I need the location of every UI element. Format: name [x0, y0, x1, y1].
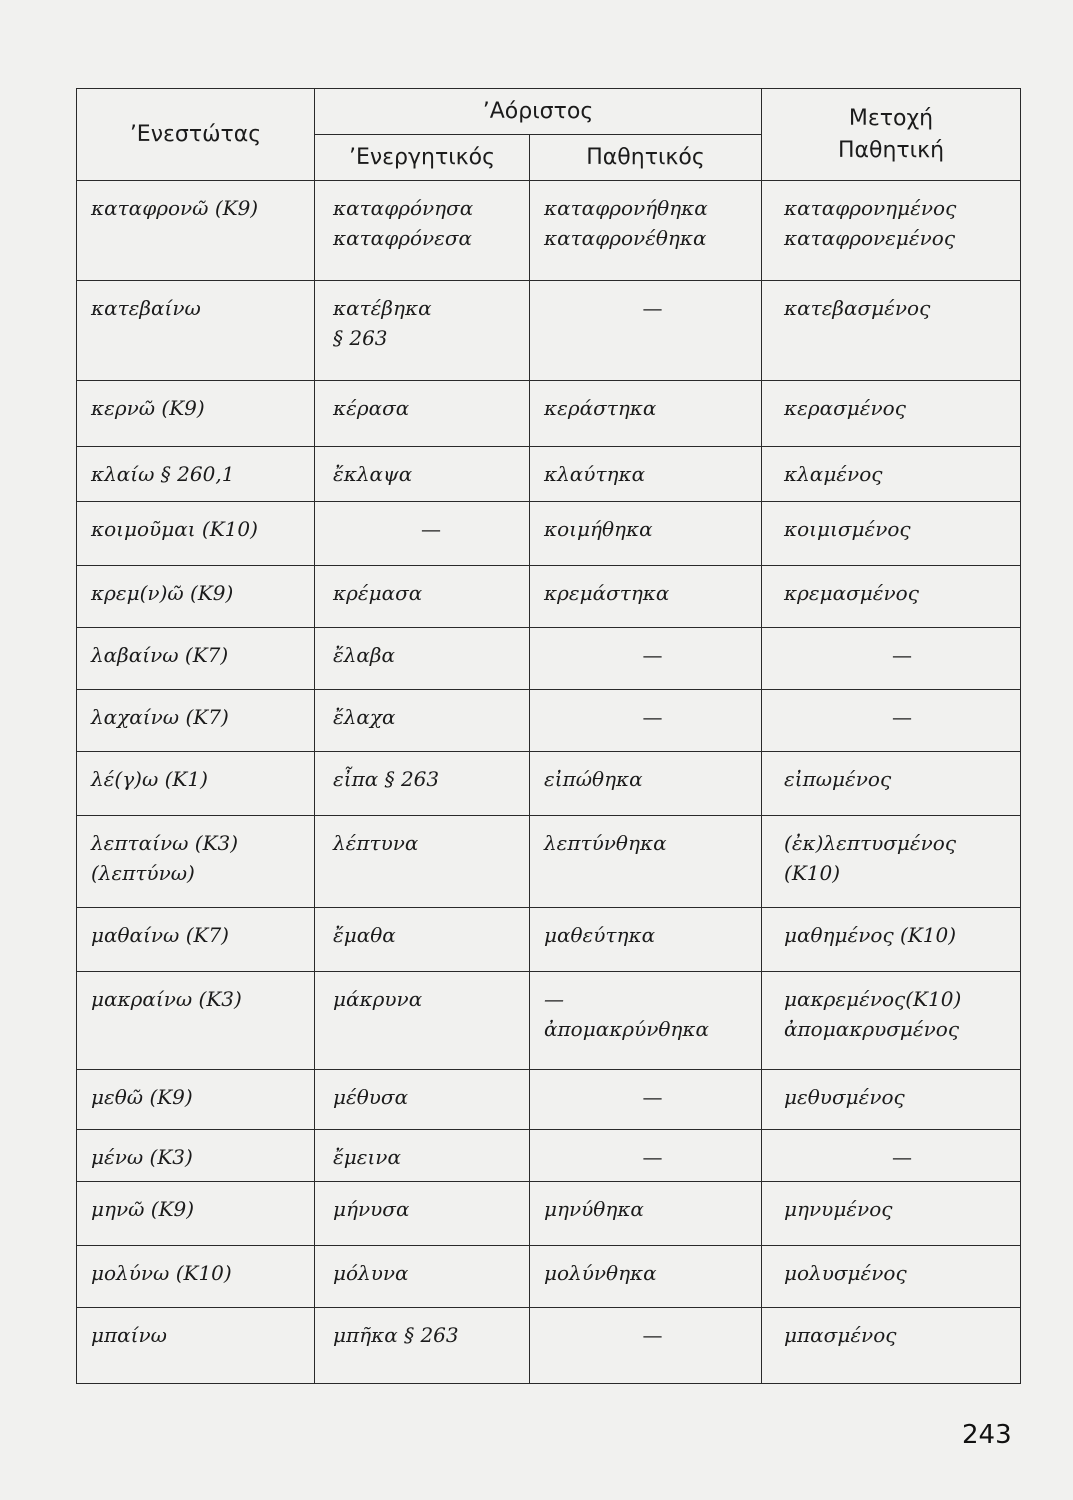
aorist-active-cell-text: ἔκλαψα	[333, 462, 413, 486]
participle-cell	[762, 566, 1021, 628]
aorist-active-cell-text: λέπτυνα	[333, 831, 419, 855]
aorist-active-cell-text: κατέβηκα § 263	[333, 296, 432, 350]
aorist-passive-cell	[530, 566, 762, 628]
aorist-passive-cell	[530, 1182, 762, 1246]
participle-cell	[762, 281, 1021, 381]
aorist-active-cell-text: μόλυνα	[333, 1261, 409, 1285]
present-cell-text: μηνῶ (K9)	[91, 1197, 195, 1221]
participle-cell-text: κλαμένος	[784, 462, 883, 486]
aorist-active-cell-text: ἔλαχα	[333, 705, 396, 729]
aorist-passive-cell	[530, 690, 762, 752]
aorist-passive-cell-text: —	[642, 1085, 663, 1109]
participle-cell	[762, 181, 1021, 281]
participle-cell	[762, 628, 1021, 690]
participle-cell	[762, 447, 1021, 502]
present-cell	[77, 447, 315, 502]
aorist-active-cell	[315, 447, 530, 502]
present-cell	[77, 752, 315, 816]
participle-cell-text: μεθυσμένος	[784, 1085, 905, 1109]
aorist-passive-cell-text: —	[642, 705, 663, 729]
aorist-passive-cell-text: κλαύτηκα	[544, 462, 646, 486]
present-cell	[77, 566, 315, 628]
table-row	[77, 628, 1021, 690]
header-active: ’Ενεργητικός	[315, 135, 530, 181]
aorist-passive-cell-text: κεράστηκα	[544, 396, 657, 420]
present-cell	[77, 1308, 315, 1384]
aorist-active-cell-text: κρέμασα	[333, 581, 423, 605]
participle-cell-text: μολυσμένος	[784, 1261, 907, 1285]
header-present: ’Ενεστώτας	[77, 89, 315, 181]
participle-cell	[762, 972, 1021, 1070]
participle-cell-text: μακρεμένος(K10) ἀπομακρυσμένος	[784, 987, 962, 1041]
participle-cell-text: κατεβασμένος	[784, 296, 931, 320]
aorist-passive-cell	[530, 381, 762, 447]
present-cell-text: κοιμοῦμαι (K10)	[91, 517, 258, 541]
present-cell-text: κλαίω § 260,1	[91, 462, 235, 486]
aorist-active-cell-text: κέρασα	[333, 396, 410, 420]
participle-cell	[762, 502, 1021, 566]
participle-cell-text: —	[892, 1145, 913, 1169]
aorist-passive-cell	[530, 972, 762, 1070]
aorist-passive-cell-text: κρεμάστηκα	[544, 581, 670, 605]
aorist-active-cell	[315, 1246, 530, 1308]
table-row	[77, 566, 1021, 628]
table-row	[77, 1246, 1021, 1308]
aorist-passive-cell-text: καταφρονήθηκα καταφρονέθηκα	[544, 196, 708, 250]
present-cell	[77, 690, 315, 752]
participle-cell-text: —	[892, 643, 913, 667]
table-row	[77, 816, 1021, 908]
participle-cell	[762, 816, 1021, 908]
participle-cell	[762, 1182, 1021, 1246]
table-row	[77, 181, 1021, 281]
table-row	[77, 1308, 1021, 1384]
participle-cell-text: (ἐκ)λεπτυσμένος (K10)	[784, 831, 957, 885]
conjugation-table	[76, 88, 1021, 1384]
participle-cell-text: —	[892, 705, 913, 729]
table-row	[77, 502, 1021, 566]
page-number: 243	[962, 1420, 1012, 1450]
header-passive-participle: Μετοχή Παθητική	[762, 89, 1021, 181]
aorist-active-cell	[315, 566, 530, 628]
aorist-active-cell	[315, 1308, 530, 1384]
aorist-passive-cell-text: λεπτύνθηκα	[544, 831, 667, 855]
present-cell-text: καταφρονῶ (K9)	[91, 196, 259, 220]
present-cell	[77, 1130, 315, 1182]
aorist-passive-cell-text: —	[642, 296, 663, 320]
aorist-passive-cell	[530, 628, 762, 690]
aorist-active-cell	[315, 816, 530, 908]
present-cell	[77, 1246, 315, 1308]
aorist-passive-cell	[530, 1070, 762, 1130]
aorist-active-cell	[315, 502, 530, 566]
participle-cell	[762, 1130, 1021, 1182]
table-row	[77, 1182, 1021, 1246]
participle-cell-text: κερασμένος	[784, 396, 906, 420]
present-cell-text: μένω (K3)	[91, 1145, 193, 1169]
participle-cell-text: μηνυμένος	[784, 1197, 893, 1221]
header-passive: Παθητικός	[530, 135, 762, 181]
aorist-passive-cell-text: μολύνθηκα	[544, 1261, 657, 1285]
aorist-passive-cell-text: —	[642, 1323, 663, 1347]
aorist-active-cell	[315, 1182, 530, 1246]
participle-cell-text: κοιμισμένος	[784, 517, 911, 541]
aorist-active-cell-text: καταφρόνησα καταφρόνεσα	[333, 196, 474, 250]
participle-cell	[762, 1308, 1021, 1384]
present-cell	[77, 502, 315, 566]
aorist-active-cell	[315, 1070, 530, 1130]
present-cell-text: λαβαίνω (K7)	[91, 643, 229, 667]
aorist-passive-cell-text: —	[642, 1145, 663, 1169]
aorist-active-cell	[315, 972, 530, 1070]
present-cell-text: λέ(γ)ω (K1)	[91, 767, 208, 791]
present-cell	[77, 816, 315, 908]
aorist-active-cell-text: μέθυσα	[333, 1085, 409, 1109]
present-cell	[77, 628, 315, 690]
aorist-active-cell	[315, 628, 530, 690]
present-cell-text: κατεβαίνω	[91, 296, 201, 320]
present-cell-text: μπαίνω	[91, 1323, 167, 1347]
participle-cell	[762, 752, 1021, 816]
aorist-active-cell-text: —	[421, 517, 441, 541]
present-cell	[77, 1070, 315, 1130]
aorist-passive-cell	[530, 908, 762, 972]
participle-cell	[762, 908, 1021, 972]
participle-cell	[762, 690, 1021, 752]
table-row	[77, 281, 1021, 381]
aorist-active-cell-text: μήνυσα	[333, 1197, 410, 1221]
aorist-passive-cell	[530, 816, 762, 908]
aorist-passive-cell	[530, 1130, 762, 1182]
present-cell	[77, 908, 315, 972]
aorist-passive-cell	[530, 1308, 762, 1384]
aorist-active-cell	[315, 1130, 530, 1182]
table-row	[77, 1130, 1021, 1182]
aorist-active-cell-text: μπῆκα § 263	[333, 1323, 459, 1347]
present-cell	[77, 381, 315, 447]
table-row	[77, 752, 1021, 816]
present-cell	[77, 1182, 315, 1246]
table-row	[77, 690, 1021, 752]
aorist-active-cell-text: ἔμεινα	[333, 1145, 401, 1169]
table-row	[77, 447, 1021, 502]
participle-cell-text: εἰπωμένος	[784, 767, 892, 791]
aorist-active-cell	[315, 908, 530, 972]
present-cell-text: κερνῶ (K9)	[91, 396, 205, 420]
participle-cell-text: μπασμένος	[784, 1323, 897, 1347]
aorist-active-cell	[315, 281, 530, 381]
aorist-active-cell-text: ἔμαθα	[333, 923, 396, 947]
present-cell-text: λαχαίνω (K7)	[91, 705, 229, 729]
aorist-active-cell-text: εἶπα § 263	[333, 767, 440, 791]
aorist-passive-cell	[530, 502, 762, 566]
present-cell-text: μακραίνω (K3)	[91, 987, 242, 1011]
participle-cell	[762, 381, 1021, 447]
aorist-passive-cell-text: κοιμήθηκα	[544, 517, 653, 541]
table-row	[77, 381, 1021, 447]
participle-cell	[762, 1070, 1021, 1130]
aorist-passive-cell-text: μηνύθηκα	[544, 1197, 644, 1221]
present-cell-text: κρεμ(ν)ῶ (K9)	[91, 581, 234, 605]
aorist-passive-cell	[530, 281, 762, 381]
aorist-passive-cell	[530, 1246, 762, 1308]
participle-cell-text: κρεμασμένος	[784, 581, 919, 605]
present-cell-text: μαθαίνω (K7)	[91, 923, 229, 947]
aorist-active-cell	[315, 381, 530, 447]
participle-cell-text: καταφρονημένος καταφρονεμένος	[784, 196, 957, 250]
aorist-active-cell	[315, 181, 530, 281]
header-aorist: ’Αόριστος	[315, 89, 762, 135]
present-cell	[77, 972, 315, 1070]
aorist-passive-cell	[530, 752, 762, 816]
aorist-active-cell-text: μάκρυνα	[333, 987, 423, 1011]
present-cell	[77, 281, 315, 381]
table-row	[77, 972, 1021, 1070]
aorist-active-cell	[315, 690, 530, 752]
aorist-active-cell-text: ἔλαβα	[333, 643, 395, 667]
aorist-passive-cell	[530, 447, 762, 502]
aorist-active-cell	[315, 752, 530, 816]
present-cell-text: λεπταίνω (K3) (λεπτύνω)	[91, 831, 239, 885]
present-cell	[77, 181, 315, 281]
aorist-passive-cell-text: μαθεύτηκα	[544, 923, 656, 947]
aorist-passive-cell	[530, 181, 762, 281]
present-cell-text: μεθῶ (K9)	[91, 1085, 193, 1109]
table-row	[77, 1070, 1021, 1130]
aorist-passive-cell-text: εἰπώθηκα	[544, 767, 643, 791]
aorist-passive-cell-text: — ἀπομακρύνθηκα	[544, 987, 710, 1041]
table-row	[77, 908, 1021, 972]
aorist-passive-cell-text: —	[642, 643, 663, 667]
participle-cell-text: μαθημένος (K10)	[784, 923, 957, 947]
present-cell-text: μολύνω (K10)	[91, 1261, 232, 1285]
participle-cell	[762, 1246, 1021, 1308]
